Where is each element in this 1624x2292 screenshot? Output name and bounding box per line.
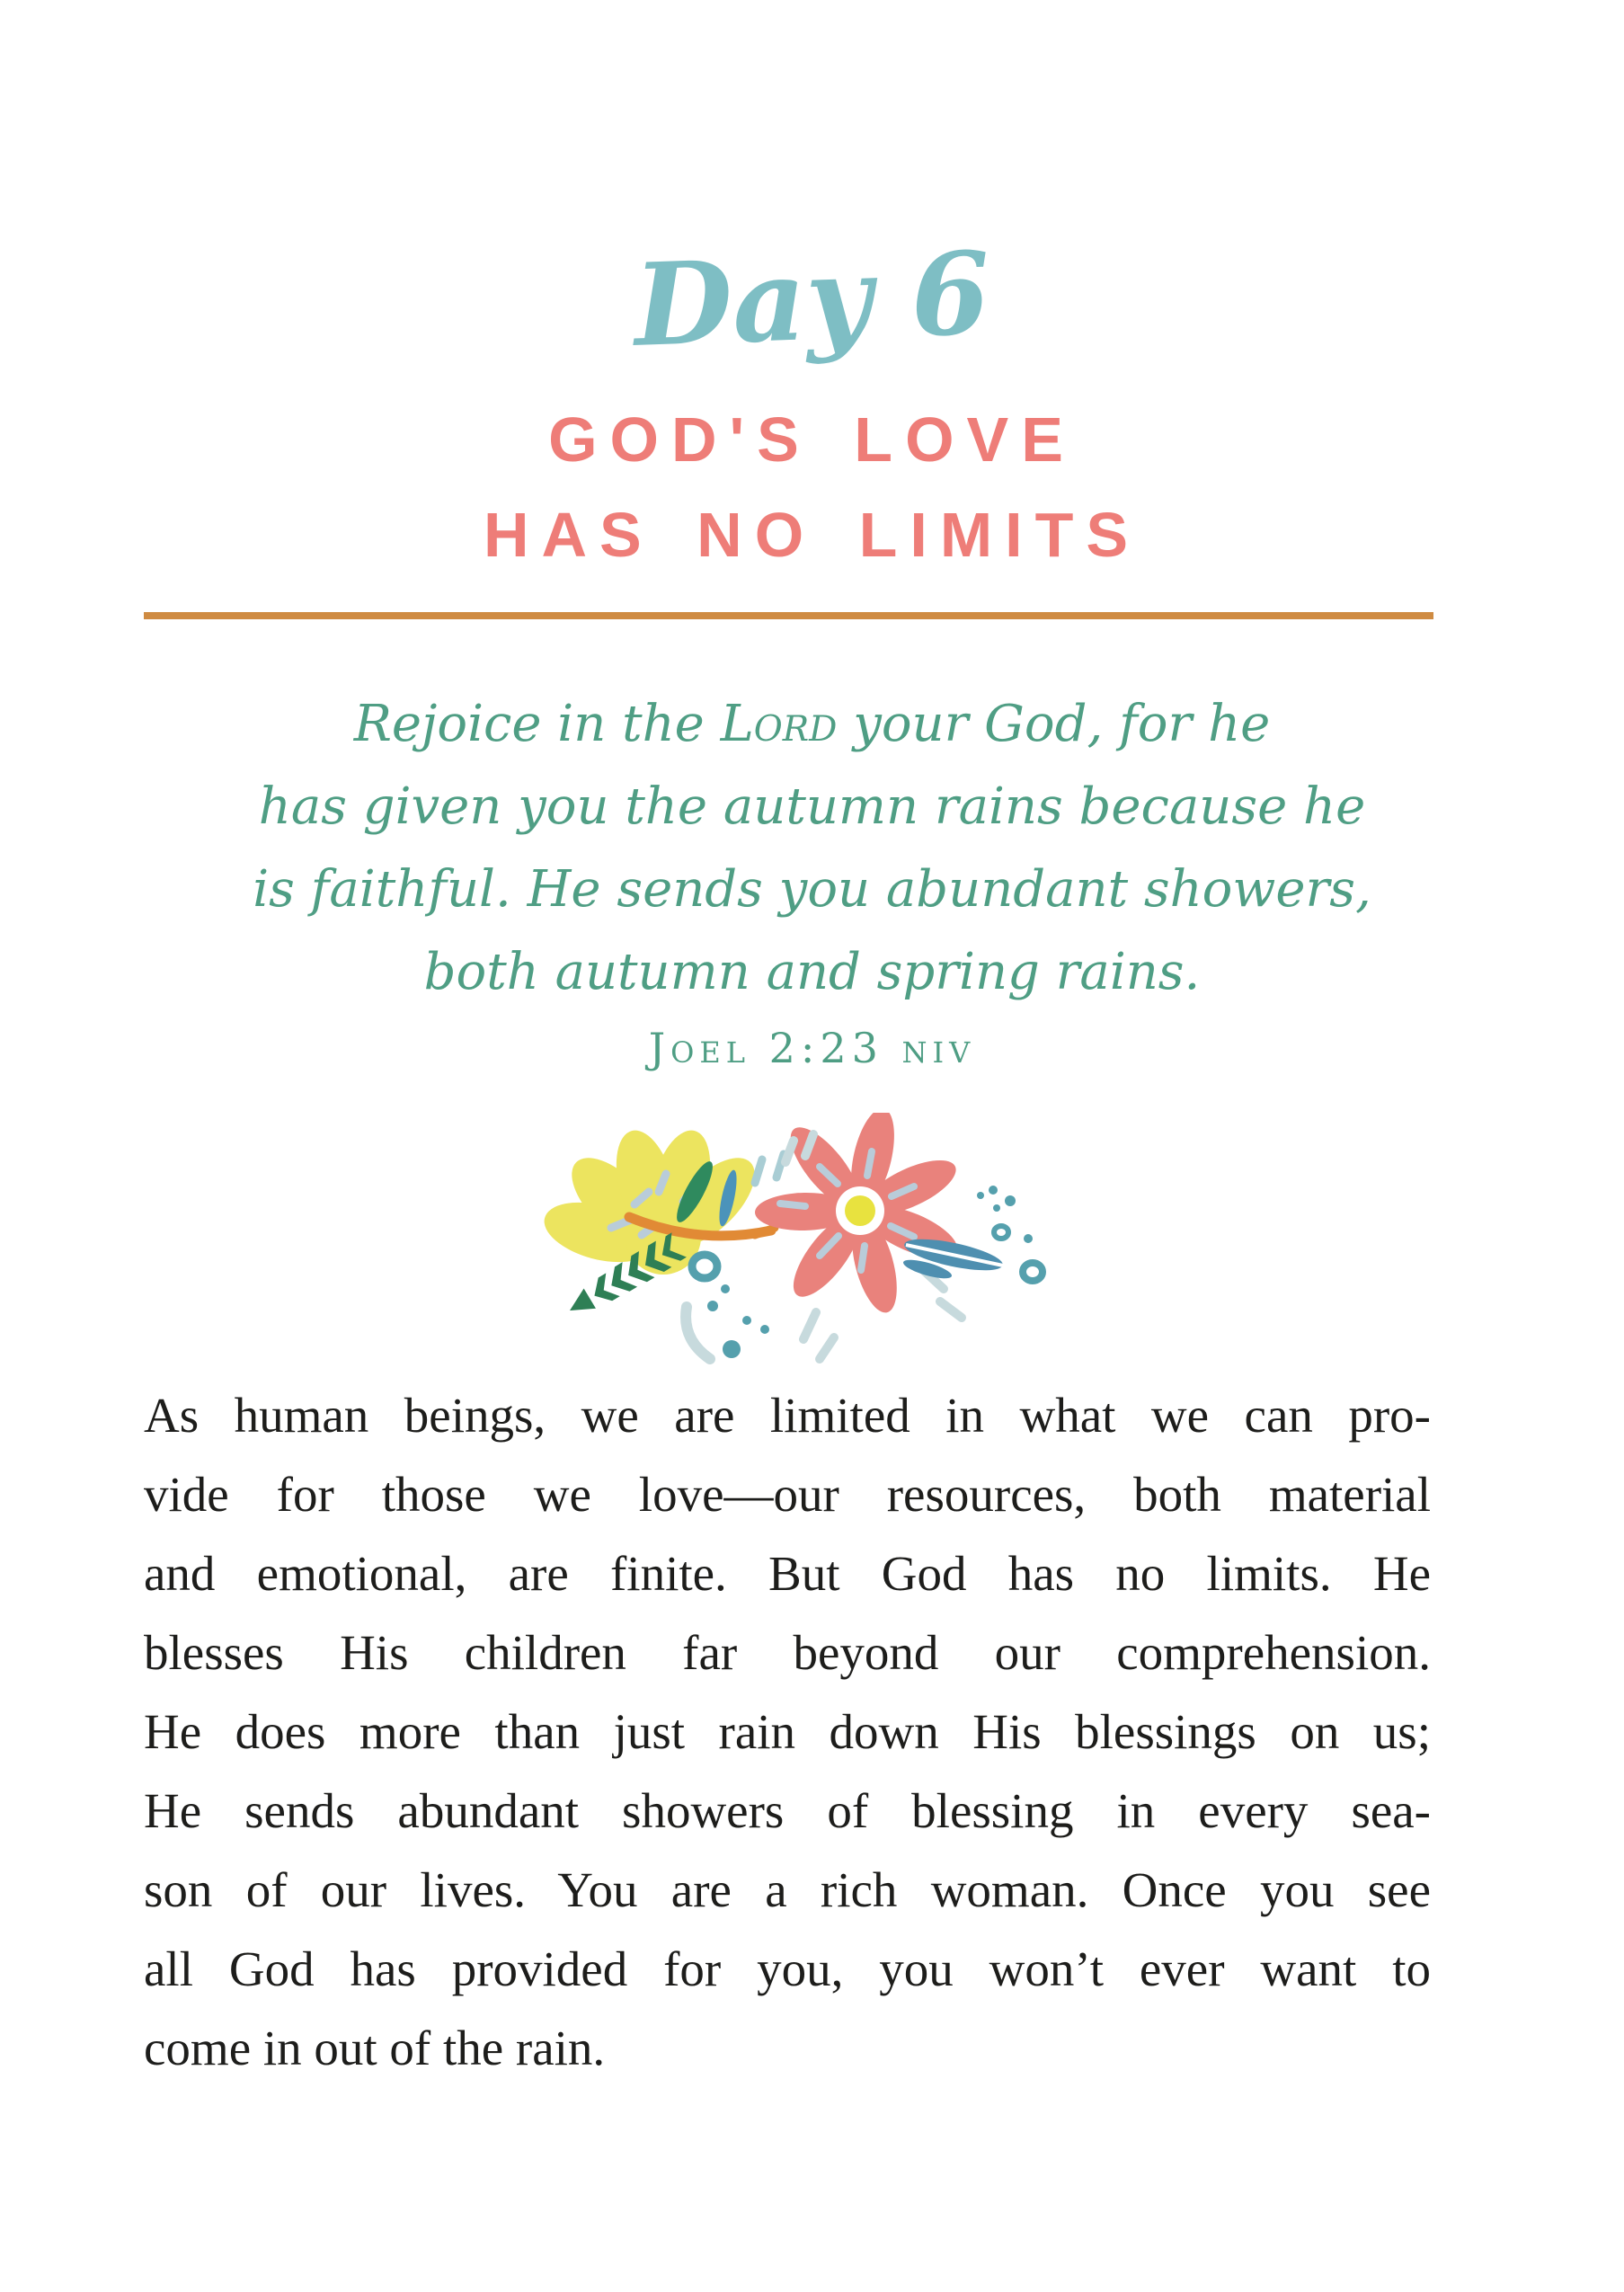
verse-line1-pre: Rejoice in the [353, 695, 721, 753]
scripture-reference: Joel 2:23 niv [648, 1024, 976, 1072]
verse-line3: is faithful. He sends you abundant showers, [253, 860, 1371, 919]
body-line: son of our lives. You are a rich woman. Once you see [144, 1862, 1431, 1917]
teal-dots [707, 1284, 769, 1358]
page-title-line1: GOD'S LOVE [548, 404, 1076, 475]
body-line: and emotional, are finite. But God has no limits. He [144, 1546, 1431, 1601]
pale-arc [686, 1307, 710, 1359]
verse-line1 [0, 683, 1624, 766]
body-line: vide for those we love—our resources, both material [144, 1467, 1431, 1522]
verse-line2: has given you the autumn rains because he [258, 777, 1366, 836]
verse-line4: both autumn and spring rains. [423, 943, 1201, 1001]
body-line: come in out of the rain. [144, 2021, 606, 2075]
body-line: all God has provided for you, you won’t ever want to [144, 1941, 1431, 1996]
scripture-verse [0, 683, 1624, 1014]
page-title-line2: HAS NO LIMITS [483, 500, 1141, 570]
verse-line1-post: your God, for he [837, 695, 1271, 753]
devotional-body [144, 1376, 1431, 2088]
body-line: He does more than just rain down His blessings on us; [144, 1704, 1431, 1759]
page-title [0, 392, 1624, 582]
teal-ring [692, 1255, 717, 1278]
body-line: He sends abundant showers of blessing in every sea- [144, 1783, 1431, 1838]
teal-ring-right [1023, 1263, 1043, 1281]
pale-dashes-top [755, 1154, 784, 1183]
body-line: blesses His children far beyond our comprehension. [144, 1625, 1431, 1680]
teal-ring-right-small [994, 1226, 1008, 1239]
floral-ornament-icon [528, 1113, 1054, 1382]
body-line: As human beings, we are limited in what we can pro- [144, 1388, 1431, 1443]
coral-flower [755, 1113, 964, 1318]
day-number-heading: Day 6 [632, 227, 992, 372]
verse-lord-smallcaps: Lord [720, 695, 838, 753]
divider-rule [144, 612, 1433, 619]
